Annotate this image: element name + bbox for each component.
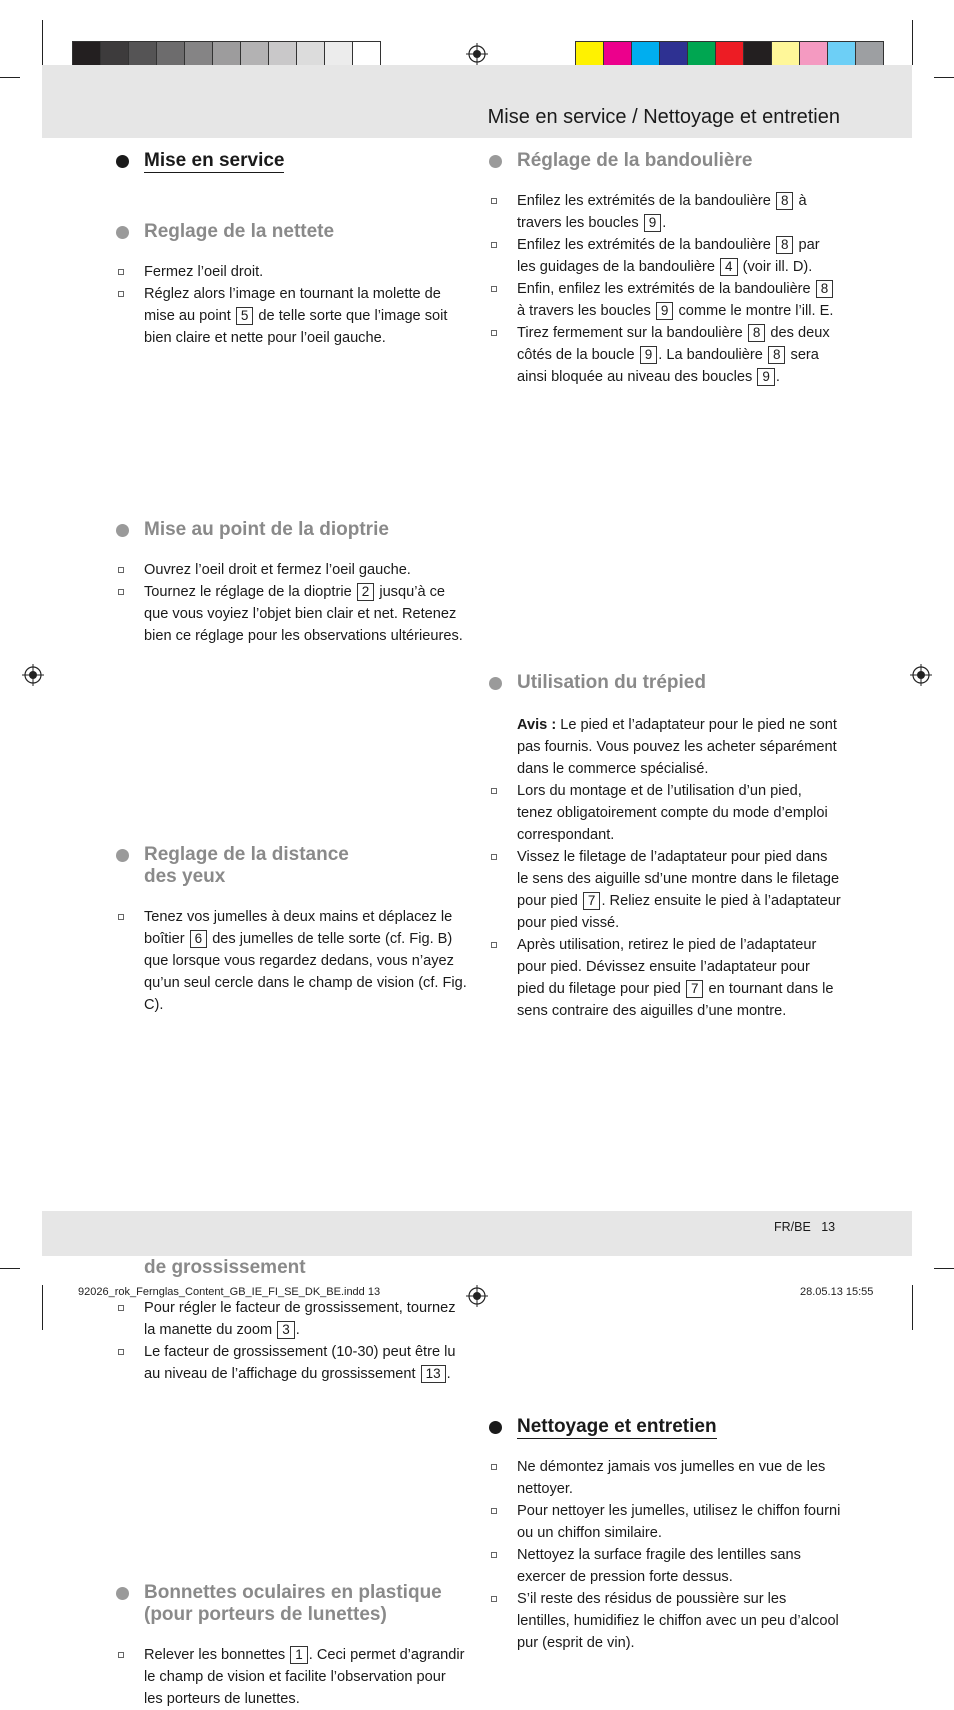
- slug-filename: 92026_rok_Fernglas_Content_GB_IE_FI_SE_DK_BE.indd 13: [78, 1286, 381, 1298]
- checkbox-bullet-icon: [491, 286, 497, 292]
- list-item: Enfin, enfilez les extrémités de la bandoulière 8 à travers les boucles 9 comme le montre l’ill. E.: [489, 278, 841, 322]
- checkbox-bullet-icon: [118, 291, 124, 297]
- registration-mark-icon: [466, 1285, 488, 1307]
- section: [116, 150, 468, 172]
- section-heading: [116, 221, 468, 243]
- part-reference-box: 7: [686, 980, 704, 998]
- part-reference-box: 9: [757, 368, 775, 386]
- list-item: Le facteur de grossissement (10-30) peut être lu au niveau de l’affichage du grossissement 13 .: [116, 1341, 468, 1385]
- crop-mark: [42, 1285, 43, 1330]
- crop-mark: [0, 1268, 20, 1269]
- section-heading-text: Bonnettes oculaires en plastique (pour porteurs de lunettes): [144, 1582, 442, 1625]
- part-reference-box: 8: [776, 192, 794, 210]
- bullet-dot-icon: [116, 226, 129, 239]
- list-item: Fermez l’oeil droit.: [116, 261, 468, 283]
- registration-mark-icon: [910, 664, 932, 686]
- section-heading: [116, 519, 468, 541]
- crop-mark: [934, 1268, 954, 1269]
- section-heading: [489, 672, 841, 694]
- section-heading-text: Utilisation du trépied: [517, 672, 706, 693]
- footer-page-number: 13: [821, 1220, 836, 1234]
- bullet-dot-icon: [116, 849, 129, 862]
- list-item: Pour nettoyer les jumelles, utilisez le chiffon fourni ou un chiffon similaire.: [489, 1500, 841, 1544]
- checkbox-bullet-icon: [491, 1464, 497, 1470]
- checkbox-bullet-icon: [491, 1552, 497, 1558]
- part-reference-box: 2: [357, 583, 375, 601]
- section-heading: [489, 1416, 841, 1438]
- checkbox-bullet-icon: [118, 567, 124, 573]
- list-item: Tournez le réglage de la dioptrie 2 jusqu’à ce que vous voyiez l’objet bien clair et net. Retenez bien ce réglage pour les observations ultérieures.: [116, 581, 468, 647]
- part-reference-box: 8: [816, 280, 834, 298]
- section-heading: [489, 150, 841, 172]
- bullet-list: [116, 559, 468, 647]
- part-reference-box: 3: [277, 1321, 295, 1339]
- part-reference-box: 6: [190, 930, 208, 948]
- list-item: Enfilez les extrémités de la bandoulière 8 par les guidages de la bandoulière 4 (voir ill. D).: [489, 234, 841, 278]
- checkbox-bullet-icon: [491, 1508, 497, 1514]
- note-label: Avis :: [517, 717, 557, 733]
- checkbox-bullet-icon: [491, 942, 497, 948]
- list-item: Lors du montage et de l’utilisation d’un pied, tenez obligatoirement compte du mode d’emploi correspondant.: [489, 780, 841, 846]
- part-reference-box: 9: [640, 346, 658, 364]
- part-reference-box: 8: [748, 324, 766, 342]
- section: [116, 844, 468, 1016]
- bullet-dot-icon: [116, 524, 129, 537]
- crop-mark: [42, 20, 43, 65]
- crop-mark: [0, 77, 20, 78]
- section-heading-text: Mise au point de la dioptrie: [144, 519, 389, 540]
- list-item: Enfilez les extrémités de la bandoulière 8 à travers les boucles 9 .: [489, 190, 841, 234]
- bullet-dot-icon: [116, 155, 129, 168]
- section: [116, 1582, 468, 1710]
- checkbox-bullet-icon: [491, 788, 497, 794]
- section-heading: [116, 150, 468, 172]
- bullet-dot-icon: [489, 155, 502, 168]
- slug-date: 28.05.13 15:55: [800, 1286, 874, 1298]
- bullet-list: [489, 190, 841, 388]
- section-heading-text: Réglage de la bandoulière: [517, 150, 753, 171]
- checkbox-bullet-icon: [118, 1652, 124, 1658]
- bullet-list: [489, 780, 841, 1022]
- section-heading: [116, 844, 468, 888]
- section-heading: [116, 1582, 468, 1626]
- list-item: Après utilisation, retirez le pied de l’adaptateur pour pied. Dévissez ensuite l’adaptateur pour pied du filetage pour pied 7 en tournant dans le sens contraire des aiguilles d’une montre.: [489, 934, 841, 1022]
- section: [489, 1416, 841, 1654]
- crop-mark: [934, 77, 954, 78]
- bullet-list: [116, 1644, 468, 1710]
- section-heading-text: Reglage de la distance des yeux: [144, 844, 349, 887]
- checkbox-bullet-icon: [491, 330, 497, 336]
- part-reference-box: 8: [776, 236, 794, 254]
- part-reference-box: 4: [720, 258, 738, 276]
- part-reference-box: 5: [236, 307, 254, 325]
- section-heading-text: Mise en service: [144, 150, 285, 171]
- checkbox-bullet-icon: [118, 589, 124, 595]
- part-reference-box: 9: [656, 302, 674, 320]
- checkbox-bullet-icon: [118, 269, 124, 275]
- section: [116, 1235, 468, 1385]
- page-header-title: Mise en service / Nettoyage et entretien: [487, 106, 840, 128]
- part-reference-box: 1: [290, 1646, 308, 1664]
- part-reference-box: 13: [421, 1365, 446, 1383]
- list-item: Tirez fermement sur la bandoulière 8 des deux côtés de la boucle 9 . La bandoulière 8 sera ainsi bloquée au niveau des boucles 9 .: [489, 322, 841, 388]
- section: [489, 672, 841, 1022]
- part-reference-box: 9: [644, 214, 662, 232]
- bullet-dot-icon: [489, 677, 502, 690]
- section: [116, 519, 468, 647]
- footer-language: FR/BE: [774, 1220, 811, 1234]
- list-item: Ouvrez l’oeil droit et fermez l’oeil gauche.: [116, 559, 468, 581]
- registration-mark-icon: [466, 43, 488, 65]
- bullet-list: [116, 906, 468, 1016]
- list-item: S’il reste des résidus de poussière sur les lentilles, humidifiez le chiffon avec un peu d’alcool pur (esprit de vin).: [489, 1588, 841, 1654]
- checkbox-bullet-icon: [491, 242, 497, 248]
- bullet-list: [489, 1456, 841, 1654]
- bullet-list: [116, 1297, 468, 1385]
- checkbox-bullet-icon: [118, 914, 124, 920]
- registration-mark-icon: [22, 664, 44, 686]
- part-reference-box: 8: [768, 346, 786, 364]
- footer-page-info: [774, 1220, 835, 1234]
- bullet-dot-icon: [116, 1587, 129, 1600]
- section-heading-text: Nettoyage et entretien: [517, 1416, 717, 1437]
- section: [489, 150, 841, 388]
- list-item: Relever les bonnettes 1 . Ceci permet d’agrandir le champ de vision et facilite l’observation pour les porteurs de lunettes.: [116, 1644, 468, 1710]
- list-item: Pour régler le facteur de grossissement, tournez la manette du zoom 3 .: [116, 1297, 468, 1341]
- section-heading-text: Reglage de la nettete: [144, 221, 335, 242]
- checkbox-bullet-icon: [118, 1305, 124, 1311]
- bullet-list: [116, 261, 468, 349]
- checkbox-bullet-icon: [491, 854, 497, 860]
- section-heading-text: de grossissement: [144, 1257, 306, 1278]
- checkbox-bullet-icon: [491, 1596, 497, 1602]
- list-item: Tenez vos jumelles à deux mains et déplacez le boîtier 6 des jumelles de telle sorte (cf. Fig. B) que lorsque vous regardez dedans, vous n’ayez qu’un seul cercle dans le champ de vision (cf. Fig. C).: [116, 906, 468, 1016]
- part-reference-box: 7: [583, 892, 601, 910]
- section: [116, 221, 468, 349]
- list-item: Nettoyez la surface fragile des lentilles sans exercer de pression forte dessus.: [489, 1544, 841, 1588]
- crop-mark: [912, 20, 913, 65]
- checkbox-bullet-icon: [491, 198, 497, 204]
- list-item: Ne démontez jamais vos jumelles en vue de les nettoyer.: [489, 1456, 841, 1500]
- list-item: Vissez le filetage de l’adaptateur pour pied dans le sens des aiguille sd’une montre dans le filetage pour pied 7 . Reliez ensuite le pied à l’adaptateur pour pied vissé.: [489, 846, 841, 934]
- bullet-dot-icon: [489, 1421, 502, 1434]
- crop-mark: [912, 1285, 913, 1330]
- list-item: Réglez alors l’image en tournant la molette de mise au point 5 de telle sorte que l’image soit bien claire et nette pour l’oeil gauche.: [116, 283, 468, 349]
- note-paragraph: Avis : Le pied et l’adaptateur pour le pied ne sont pas fournis. Vous pouvez les acheter séparément dans le commerce spécialisé.: [517, 717, 837, 777]
